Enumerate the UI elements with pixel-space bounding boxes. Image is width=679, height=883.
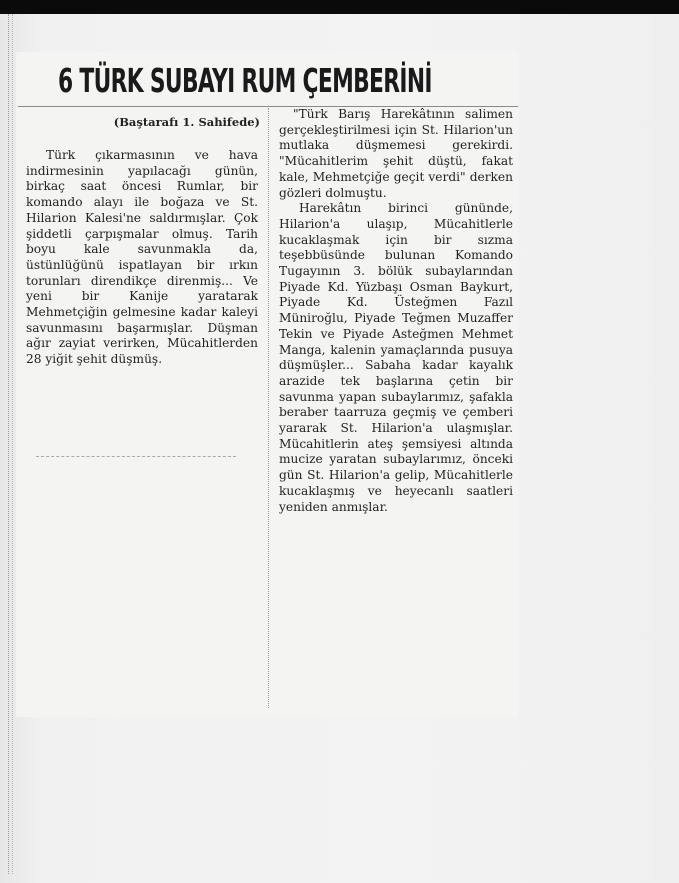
top-bar: [0, 0, 679, 14]
column-divider: [268, 108, 269, 708]
article-column-2: [279, 107, 513, 515]
page-edge: [8, 14, 13, 874]
column2-paragraph-2: Harekâtın birinci gününde, Hilarion'a ulaşıp, Mücahitlerle kucaklaşmak için bir sızma teşebbüsünde bulunan Komando Tugayının 3. bölük subaylarından Piyade Kd. Yüzbaşı Osman Baykurt, Piyade Kd. Üsteğmen Fazıl Müniroğlu, Piyade Teğmen Muzaffer Tekin ve Piyade Asteğmen Mehmet Manga, kalenin yamaçlarında pusuya düşmüşler... Sabaha kadar kayalık arazide tek başlarına çetin bir savunma yapan subaylarımız, şafakla beraber taarruza geçmiş ve çemberi yararak St. Hilarion'a ulaşmışlar. Mücahitlerin ateş şemsiyesi altında mucize yaratan subaylarımız, önceki gün St. Hilarion'a gelip, Mücahitlerle kucaklaşmış ve heyecanlı saatleri yeniden anmışlar.: [279, 201, 513, 514]
column1-paragraph: Türk çıkarmasının ve hava indirmesinin yapılacağı günün, birkaç saat öncesi Rumlar, bir komando alayı ile boğaza ve St. Hilarion Kalesi'ne saldırmışlar. Çok şiddetli çarpışmalar olmuş. Tarih boyu kale savunmakla da, üstünlüğünü ispatlayan bir ırkın torunları direndikçe direnmiş... Ve yeni bir Kanije yaratarak Mehmetçiğin gelmesine kadar kaleyi savunmasını başarmışlar. Düşman ağır zayiat verirken, Mücahitlerden 28 yiğit şehit düşmüş.: [26, 148, 258, 367]
column2-paragraph-1: "Türk Barış Harekâtının salimen gerçekleştirilmesi için St. Hilarion'un mutlaka düşmemesi gerekirdi. "Mücahitlerim şehit düştü, fakat kale, Mehmetçiğe geçit verdi" derken gözleri dolmuştu.: [279, 107, 513, 200]
headline: 6 TÜRK SUBAYI RUM ÇEMBERİNİ: [58, 61, 432, 100]
column-end-dash: [36, 456, 236, 457]
article-column-1: [26, 148, 258, 368]
source-note: (Baştarafı 1. Sahifede): [113, 115, 260, 129]
